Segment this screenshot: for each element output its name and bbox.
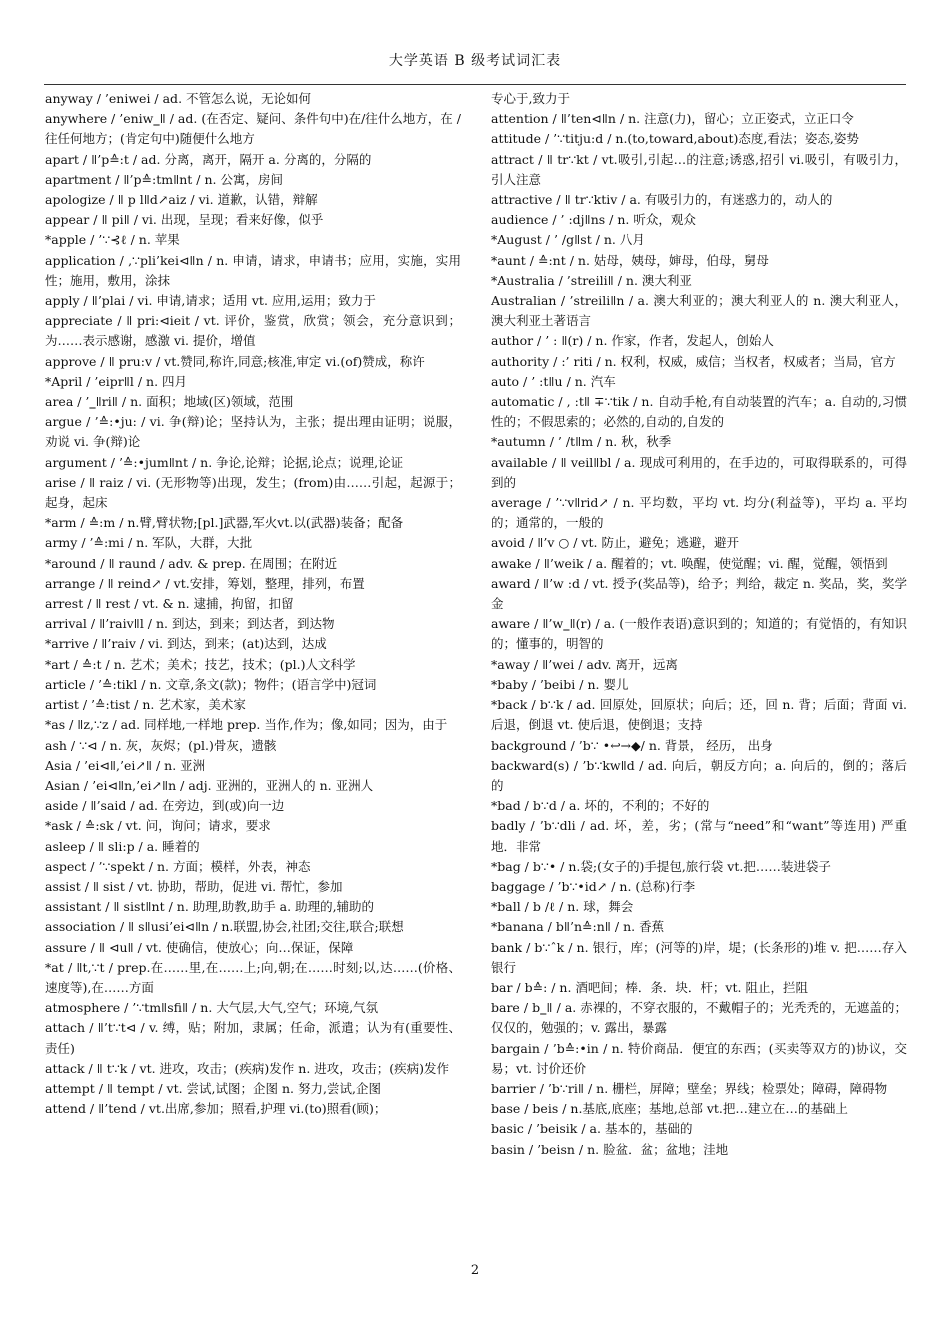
vocab-entry: available / ǁ veilǁbl / a. 现成可利用的，在手边的，可取得联系的，可得到的 xyxy=(491,454,907,490)
vocab-entry: auto / ’ :tǁu / n. 汽车 xyxy=(491,373,616,389)
vocab-entry: article / ’≙:tikl / n. 文章,条文(款)；物件；(语言学中)冠词 xyxy=(45,676,377,692)
vocab-column-left xyxy=(45,89,461,1119)
vocab-entry: apartment / ǁ’p≙:tmǁnt / n. 公寓，房间 xyxy=(45,171,283,187)
vocab-entry: Asian / ’ei⊲ǁn,’ei↗ǁn / adj. 亚洲的，亚洲人的 n. 亚洲人 xyxy=(45,777,374,793)
vocab-entry: arrival / ǁ’raivǁl / n. 到达，到来；到达者，到达物 xyxy=(45,616,335,632)
vocab-entry: area / ’‗ǁriǁ / n. 面积；地域(区)领域，范围 xyxy=(45,394,294,410)
vocab-entry: attach / ǁ’t∵t⊲ / v. 缚，贴；附加，隶属；任命，派遣；认为有(重要性、责任) xyxy=(45,1020,461,1056)
vocab-entry: *aunt / ≙:nt / n. 姑母，姨母，婶母，伯母，舅母 xyxy=(491,252,769,268)
vocab-entry: *bad / b∵d / a. 坏的，不利的；不好的 xyxy=(491,798,710,814)
vocab-entry: *arrive / ǁ’raiv / vi. 到达，到来；(at)达到，达成 xyxy=(45,636,327,652)
vocab-entry: ash / ∵⊲ / n. 灰，灰烬；(pl.)骨灰，遗骸 xyxy=(45,737,277,753)
vocab-entry: authority / :’ riti / n. 权利，权威，威信；当权者，权威者；当局，官方 xyxy=(491,353,896,369)
vocab-entry: aware / ǁ’w‗ǁ(r) / a. (一般作表语)意识到的；知道的；有觉悟的，有知识的；懂事的，明智的 xyxy=(491,616,907,652)
vocab-entry: *around / ǁ raund / adv. & prep. 在周围；在附近 xyxy=(45,555,338,571)
vocab-entry: *ball / b /ℓ / n. 球，舞会 xyxy=(491,899,634,915)
vocab-entry: appreciate / ǁ pri:⊲ieit / vt. 评价，鉴赏，欣赏；领会，充分意识到；为……表示感谢，感激 vi. 提价，增值 xyxy=(45,313,461,349)
vocab-entry: argue / ’≙:•ju: / vi. 争(辩)论；坚持认为，主张；提出理由证明；说服，劝说 vi. 争(辩)论 xyxy=(45,414,461,450)
vocab-entry: automatic / , :tǁ ∓∵tik / n. 自动手枪,有自动装置的汽车；a. 自动的,习惯性的；不假思索的；必然的,自动的,自发的 xyxy=(491,394,907,430)
vocab-entry: *apple / ’∵⊰ℓ / n. 苹果 xyxy=(45,232,180,248)
vocab-entry: *art / ≙:t / n. 艺术；美术；技艺，技术；(pl.)人文科学 xyxy=(45,656,356,672)
vocab-entry: *April / ’eiprǁl / n. 四月 xyxy=(45,373,188,389)
vocab-entry: army / ’≙:mi / n. 军队，大群，大批 xyxy=(45,535,253,551)
vocab-entry: arrest / ǁ rest / vt. & n. 逮捕，拘留，扣留 xyxy=(45,596,294,612)
vocab-entry: *back / b∵k / ad. 回原处，回原状；向后；还，回 n. 背；后面；背面 vi. 后退，倒退 vt. 使后退，使倒退；支持 xyxy=(491,697,907,733)
vocab-entry: anywhere / ’eniw‗ǁ / ad. (在否定、疑问、条件句中)在/往什么地方，在 / 往任何地方；(肯定句中)随便什么地方 xyxy=(45,111,461,147)
vocab-entry: *away / ǁ’wei / adv. 离开，远离 xyxy=(491,656,678,672)
vocab-entry: apologize / ǁ p lǁd↗aiz / vi. 道歉，认错，辩解 xyxy=(45,192,318,208)
vocab-entry: assist / ǁ sist / vt. 协助，帮助，促进 vi. 帮忙，参加 xyxy=(45,878,343,894)
vocab-entry: apart / ǁ’p≙:t / ad. 分离，离开，隔开 a. 分离的，分隔的 xyxy=(45,151,372,167)
vocab-entry: anyway / ’eniwei / ad. 不管怎么说，无论如何 xyxy=(45,91,312,106)
vocab-entry: *Australia / ’streiliǁ / n. 澳大利亚 xyxy=(491,272,692,288)
vocab-entry: apply / ǁ’plai / vi. 申请,请求；适用 vt. 应用,运用；致力于 xyxy=(45,293,376,309)
vocab-entry: attack / ǁ t∵k / vt. 进攻，攻击；(疾病)发作 n. 进攻，攻击；(疾病)发作 xyxy=(45,1060,450,1076)
vocab-entry: background / ’b∵ •↩→◆/ n. 背景， 经历， 出身 xyxy=(491,737,773,753)
vocab-entry: aside / ǁ’said / ad. 在旁边，到(或)向一边 xyxy=(45,798,285,814)
vocab-entry: base / beis / n.基底,底座；基地,总部 vt.把…建立在…的基础上 xyxy=(491,1101,848,1117)
vocab-entry: *arm / ≙:m / n.臂,臂状物;[pl.]武器,军火vt.以(武器)装备；配备 xyxy=(45,515,404,531)
vocab-entry: arise / ǁ raiz / vi. (无形物等)出现，发生；(from)由……引起，起源于；起身，起床 xyxy=(45,474,461,511)
vocab-entry: asleep / ǁ sli:p / a. 睡着的 xyxy=(45,838,200,854)
vocab-entry: atmosphere / ’∵tmǁsfiǁ / n. 大气层,大气,空气；环境,气氛 xyxy=(45,1000,379,1016)
vocab-entry: *ask / ≙:sk / vt. 问，询问；请求，要求 xyxy=(45,818,271,834)
vocab-entry: attract / ǁ tr∵kt / vt.吸引,引起…的注意;诱惑,招引 vi.吸引，有吸引力，引人注意 xyxy=(491,151,907,187)
vocab-entry: appear / ǁ piǁ / vi. 出现，呈现；看来好像，似乎 xyxy=(45,212,324,228)
vocab-entry: baggage / ’b∵•id↗ / n. (总称)行李 xyxy=(491,878,696,894)
vocab-entry: avoid / ǁ’v ○ / vt. 防止，避免；逃避，避开 xyxy=(491,535,739,551)
vocab-entry: assure / ǁ ⊲uǁ / vt. 使确信，使放心；向…保证，保障 xyxy=(45,939,354,955)
vocab-entry: *banana / bǁ’n≙:nǁ / n. 香蕉 xyxy=(491,919,665,935)
vocab-entry: aspect / ’∵spekt / n. 方面；模样，外表，神态 xyxy=(45,858,311,874)
vocab-entry: Australian / ’streiliǁn / a. 澳大利亚的；澳大利亚人的 n. 澳大利亚人，澳大利亚土著语言 xyxy=(491,293,907,329)
vocab-entry: *autumn / ’ /tǁm / n. 秋，秋季 xyxy=(491,434,672,450)
vocab-entry: bargain / ’b≙:•in / n. 特价商品．便宜的东西；(买卖等双方的)协议，交易；vt. 讨价还价 xyxy=(491,1040,907,1076)
vocab-entry: Asia / ’ei⊲ǁ,’ei↗ǁ / n. 亚洲 xyxy=(45,757,206,773)
vocab-entry: basic / ’beisik / a. 基本的，基础的 xyxy=(491,1121,693,1137)
vocab-entry: bare / b‗ǁ / a. 赤裸的，不穿衣服的，不戴帽子的；光秃秃的，无遮盖的；仅仅的，勉强的；v. 露出，暴露 xyxy=(491,1000,907,1036)
vocab-entry: audience / ’ :djǁns / n. 听众，观众 xyxy=(491,212,696,228)
vocab-entry: bank / b∵ˆk / n. 银行，库；(河等的)岸，堤；(长条形的)堆 v. 把……存入银行 xyxy=(491,939,907,975)
vocab-entry: attempt / ǁ tempt / vt. 尝试,试图；企图 n. 努力,尝试,企图 xyxy=(45,1080,381,1096)
vocab-entry: attractive / ǁ tr∵ktiv / a. 有吸引力的，有迷惑力的，动人的 xyxy=(491,192,833,208)
page-header: 大学英语 B 级考试词汇表 xyxy=(388,53,562,69)
vocab-entry: *as / ǁz,∵z / ad. 同样地,一样地 prep. 当作,作为；像,如同；因为，由于 xyxy=(45,717,448,733)
vocab-entry: *baby / ’beibi / n. 婴儿 xyxy=(491,676,629,692)
vocab-entry: attend / ǁ’tend / vt.出席,参加；照看,护理 vi.(to)照看(顾)； xyxy=(45,1101,387,1117)
vocab-entry: artist / ’≙:tist / n. 艺术家，美术家 xyxy=(45,697,246,713)
vocab-entry: 专心于,致力于 xyxy=(491,91,570,106)
vocab-entry: average / ’∵vǁrid↗ / n. 平均数，平均 vt. 均分(利益等)，平均 a. 平均的；通常的，一般的 xyxy=(491,495,907,531)
vocab-entry: attention / ǁ’ten⊲ǁn / n. 注意(力)，留心；立正姿式，立正口令 xyxy=(491,111,854,127)
vocab-entry: bar / b≙: / n. 酒吧间；棒．条．块．杆；vt. 阻止，拦阻 xyxy=(491,979,808,995)
vocab-entry: award / ǁ’w :d / vt. 授予(奖品等)，给予；判给，裁定 n. 奖品，奖，奖学金 xyxy=(491,575,907,612)
vocab-entry: application / ,∵pli’kei⊲ǁn / n. 申请，请求，申请书；应用，实施，实用性；施用，敷用，涂抹 xyxy=(45,252,461,288)
vocab-entry: assistant / ǁ sistǁnt / n. 助理,助教,助手 a. 助理的,辅助的 xyxy=(45,899,375,915)
vocab-entry: backward(s) / ’b∵kwǁd / ad. 向后，朝反方向；a. 向后的，倒的；落后的 xyxy=(491,757,907,793)
vocab-entry: arrange / ǁ reind↗ / vt.安排，筹划，整理，排列，布置 xyxy=(45,575,365,591)
vocab-entry: *at / ǁt,∵t / prep.在……里,在……上;向,朝;在……时刻;以,达……(价格、速度等),在……方面 xyxy=(45,959,461,995)
vocab-entry: barrier / ’b∵riǁ / n. 栅栏，屏障；壁垒；界线；检票处；障碍，障碍物 xyxy=(491,1080,888,1096)
vocab-entry: awake / ǁ’weik / a. 醒着的；vt. 唤醒，使觉醒；vi. 醒，觉醒，领悟到 xyxy=(491,555,888,571)
vocab-entry: *August / ’ /gǁst / n. 八月 xyxy=(491,232,645,248)
vocab-entry: attitude / ’∵titju:d / n.(to,toward,about)态度,看法；姿态,姿势 xyxy=(491,131,859,147)
vocab-entry: *bag / b∵• / n.袋;(女子的)手提包,旅行袋 vt.把……装进袋子 xyxy=(491,858,831,874)
vocab-entry: badly / ’b∵dli / ad. 坏，差，劣；(常与“need”和“want”等连用) 严重地．非常 xyxy=(491,818,907,854)
page-number: 2 xyxy=(470,1263,480,1278)
vocab-entry: association / ǁ sǁusi’ei⊲ǁn / n.联盟,协会,社团;交往,联合;联想 xyxy=(45,919,404,935)
vocab-column-right xyxy=(491,89,907,1160)
header-rule xyxy=(44,84,906,85)
vocab-entry: argument / ’≙:•jumǁnt / n. 争论,论辩；论据,论点；说理,论证 xyxy=(45,454,404,470)
vocab-entry: author / ’ : ǁ(r) / n. 作家，作者，发起人，创始人 xyxy=(491,333,774,349)
vocab-entry: approve / ǁ pru:v / vt.赞同,称许,同意;核准,审定 vi.(of)赞成，称许 xyxy=(45,353,425,369)
vocab-entry: basin / ’beisn / n. 脸盆．盆；盆地；洼地 xyxy=(491,1141,729,1157)
